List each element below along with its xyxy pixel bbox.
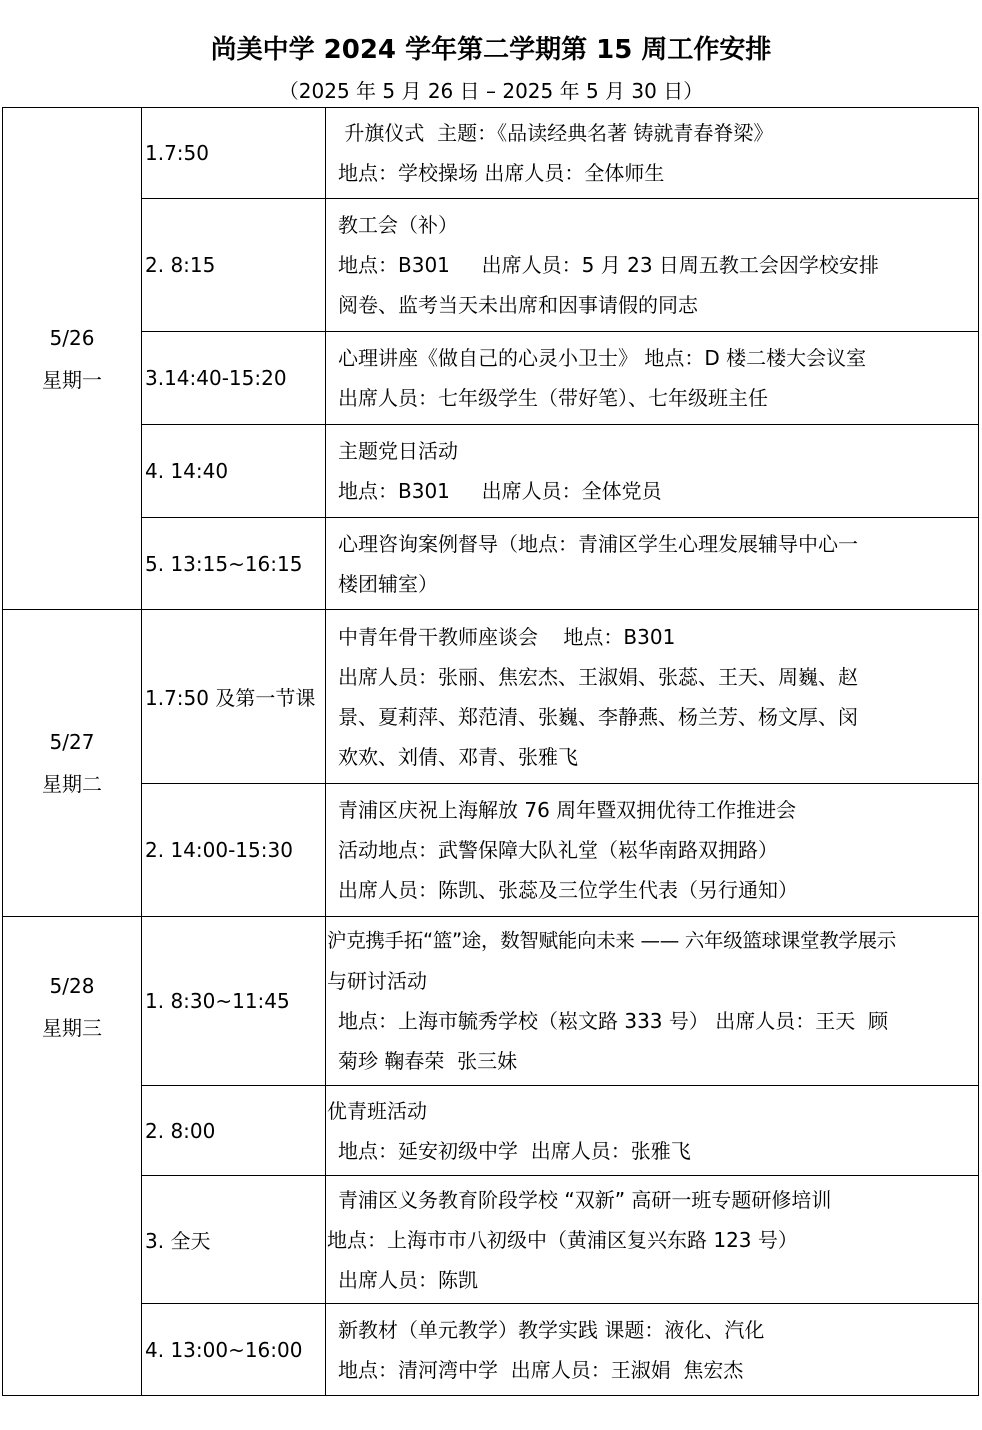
day-cell [3, 108, 142, 610]
detail-line: 主题党日活动 [338, 439, 458, 463]
detail-cell [326, 917, 979, 1086]
detail-line: 升旗仪式 主题：《品读经典名著 铸就青春脊梁》 [338, 121, 774, 145]
day-cell [3, 917, 142, 1396]
detail-cell [326, 199, 979, 332]
schedule-table [2, 107, 979, 1396]
time-cell: 5. 13:15~16:15 [142, 518, 326, 610]
detail-line: 青浦区庆祝上海解放 76 周年暨双拥优待工作推进会 [338, 798, 797, 822]
detail-line: 阅卷、监考当天未出席和因事请假的同志 [338, 293, 698, 317]
table-row [3, 784, 979, 917]
table-row [3, 332, 979, 425]
detail-line: 欢欢、刘倩、邓青、张雅飞 [338, 744, 578, 769]
time-cell: 1.7:50 [142, 108, 326, 199]
time-cell: 3.14:40-15:20 [142, 332, 326, 425]
detail-line: 菊珍 鞠春荣 张三妹 [338, 1049, 518, 1073]
detail-cell [326, 1086, 979, 1176]
day-date: 5/28 [49, 974, 95, 998]
detail-cell [326, 784, 979, 917]
detail-line: 地点：延安初级中学 出席人员：张雅飞 [338, 1138, 691, 1163]
detail-cell [326, 108, 979, 199]
table-row [3, 1304, 979, 1396]
detail-cell [326, 1304, 979, 1396]
table-row [3, 518, 979, 610]
table-row [3, 425, 979, 518]
day-date: 5/27 [49, 730, 95, 754]
day-cell [3, 610, 142, 917]
detail-line: 地点：上海市毓秀学校（崧文路 333 号） 出席人员：王天 顾 [338, 1009, 888, 1033]
detail-line: 地点：学校操场 出席人员：全体师生 [338, 161, 665, 185]
table-row [3, 917, 979, 1086]
table-row [3, 1176, 979, 1304]
detail-cell [326, 610, 979, 784]
detail-line: 地点：B301 出席人员：5 月 23 日周五教工会因学校安排 [338, 253, 879, 277]
time-cell: 2. 8:15 [142, 199, 326, 332]
time-cell: 1. 8:30~11:45 [142, 917, 326, 1086]
detail-line: 景、夏莉萍、郑范清、张巍、李静燕、杨兰芳、杨文厚、闵 [338, 704, 858, 729]
detail-line: 地点：上海市市八初级中（黄浦区复兴东路 123 号） [327, 1227, 798, 1252]
time-cell: 1.7:50 及第一节课 [142, 610, 326, 784]
detail-line: 地点：清河湾中学 出席人员：王淑娟 焦宏杰 [338, 1357, 744, 1382]
day-date: 5/26 [49, 325, 95, 350]
time-cell: 3. 全天 [142, 1176, 326, 1304]
time-cell: 2. 8:00 [142, 1086, 326, 1176]
detail-line: 与研讨活动 [327, 969, 427, 993]
time-cell: 4. 14:40 [142, 425, 326, 518]
detail-line: 教工会（补） [338, 213, 458, 237]
detail-line: 出席人员：七年级学生（带好笔）、七年级班主任 [338, 386, 768, 410]
table-row [3, 610, 979, 784]
table-row [3, 108, 979, 199]
detail-line: 活动地点：武警保障大队礼堂（崧华南路双拥路） [338, 838, 778, 862]
detail-cell [326, 1176, 979, 1304]
table-row [3, 199, 979, 332]
detail-cell [326, 332, 979, 425]
table-row [3, 1086, 979, 1176]
detail-line: 沪克携手拓“篮”途，数智赋能向未来 —— 六年级篮球课堂教学展示 [327, 929, 897, 952]
detail-line: 楼团辅室） [338, 571, 438, 596]
time-cell: 4. 13:00~16:00 [142, 1304, 326, 1396]
page-title: 尚美中学 2024 学年第二学期第 15 周工作安排 [210, 35, 772, 65]
detail-line: 新教材（单元教学）教学实践 课题：液化、汽化 [338, 1317, 765, 1342]
detail-cell [326, 518, 979, 610]
detail-line: 优青班活动 [327, 1098, 427, 1123]
detail-line: 地点：B301 出席人员：全体党员 [338, 479, 662, 503]
detail-line: 中青年骨干教师座谈会 地点：B301 [338, 624, 676, 649]
detail-line: 心理咨询案例督导（地点：青浦区学生心理发展辅导中心一 [338, 531, 858, 556]
detail-line: 出席人员：陈凯 [338, 1267, 478, 1292]
date-range: （2025 年 5 月 26 日 – 2025 年 5 月 30 日） [278, 79, 704, 103]
time-cell: 2. 14:00-15:30 [142, 784, 326, 917]
detail-cell [326, 425, 979, 518]
detail-line: 青浦区义务教育阶段学校 “双新” 高研一班专题研修培训 [338, 1187, 832, 1212]
day-weekday: 星期二 [42, 772, 102, 796]
day-weekday: 星期三 [42, 1016, 102, 1040]
detail-line: 出席人员：张丽、焦宏杰、王淑娟、张蕊、王天、周巍、赵 [338, 664, 858, 689]
detail-line: 出席人员：陈凯、张蕊及三位学生代表（另行通知） [338, 878, 798, 902]
detail-line: 心理讲座《做自己的心灵小卫士》 地点：D 楼二楼大会议室 [338, 346, 867, 370]
day-weekday: 星期一 [42, 367, 102, 392]
